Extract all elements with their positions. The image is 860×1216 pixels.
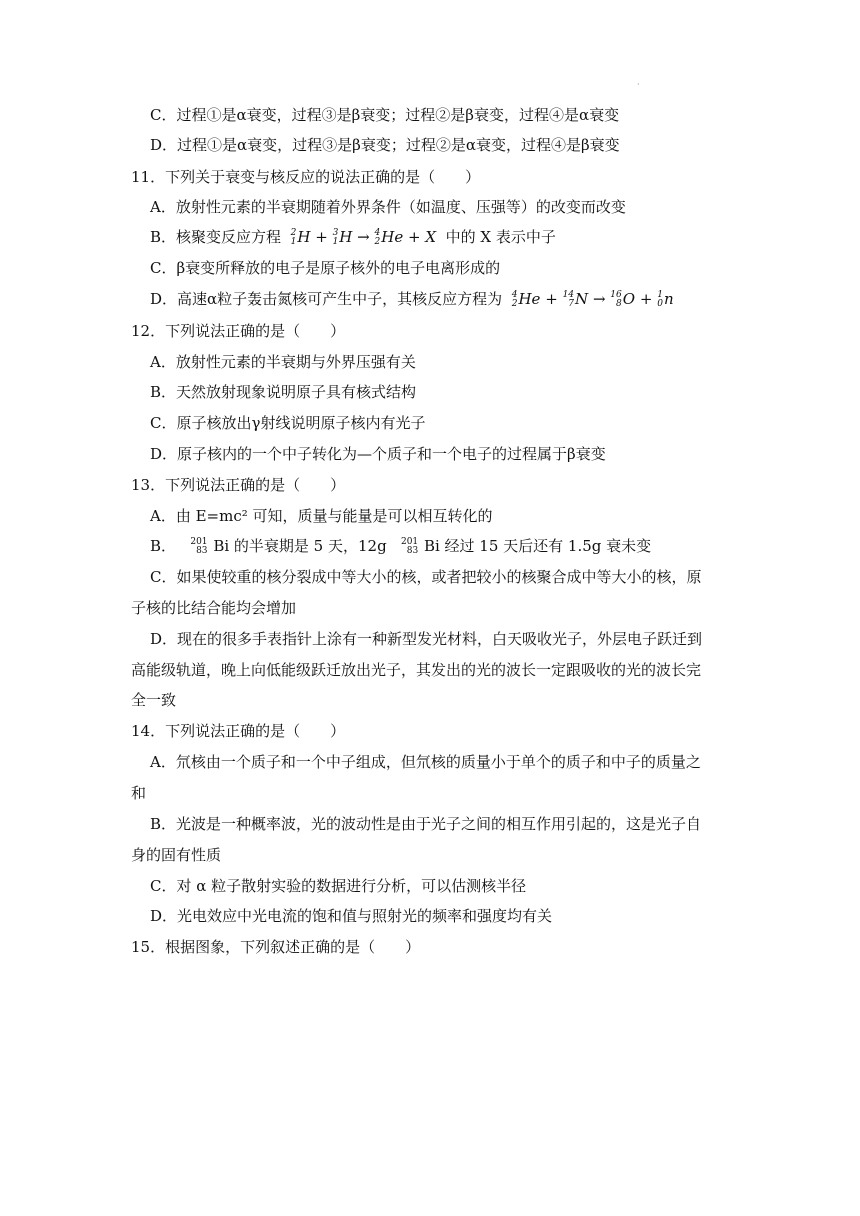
nuclide-he4: 4 2: [374, 228, 381, 247]
q13-option-a: A．由 E=mc² 可知，质量与能量是可以相互转化的: [150, 507, 493, 525]
q13-option-c-line2: 子核的比结合能均会增加: [131, 599, 297, 617]
q14-option-b-line2: 身的固有性质: [131, 846, 222, 864]
q13-option-b-text-1: Bi 的半衰期是 5 天，12g: [213, 537, 387, 555]
q11-stem: 11．下列关于衰变与核反应的说法正确的是（ ）: [131, 168, 481, 186]
q11-option-c: C．β衰变所释放的电子是原子核外的电子电离形成的: [150, 259, 501, 277]
q13-option-d-line3: 全一致: [131, 691, 177, 709]
q14-option-c: C．对 α 粒子散射实验的数据进行分析，可以估测核半径: [150, 877, 527, 895]
nuclide-he4: 4 2: [511, 290, 518, 309]
nuclide-h3: 3 1: [332, 228, 339, 247]
q13-option-b-label: B．: [150, 537, 177, 555]
q14-stem: 14．下列说法正确的是（ ）: [131, 722, 346, 740]
q14-option-b-line1: B．光波是一种概率波，光的波动性是由于光子之间的相互作用引起的，这是光子自: [150, 815, 702, 833]
q14-option-a-line1: A．氘核由一个质子和一个中子组成，但氘核的质量小于单个的质子和中子的质量之: [150, 753, 701, 771]
q13-option-d-line2: 高能级轨道，晚上向低能级跃迁放出光子，其发出的光的波长一定跟吸收的光的波长完: [131, 661, 702, 679]
q13-stem: 13．下列说法正确的是（ ）: [131, 476, 346, 494]
q11-option-a: A．放射性元素的半衰期随着外界条件（如温度、压强等）的改变而改变: [150, 198, 626, 216]
q13-option-b: [150, 536, 651, 556]
q11-option-b-suffix: 中的 X 表示中子: [445, 228, 556, 246]
nuclide-h2: 2 1: [290, 228, 297, 247]
q13-option-b-text-2: Bi 经过 15 天后还有 1.5g 衰未变: [423, 537, 652, 555]
q15-stem: 15．根据图象，下列叙述正确的是（ ）: [131, 938, 421, 956]
q13-option-c-line1: C．如果使较重的核分裂成中等大小的核，或者把较小的核聚合成中等大小的核，原: [150, 568, 702, 586]
q11-option-b: [150, 227, 556, 247]
q12-option-c: C．原子核放出γ射线说明原子核内有光子: [150, 414, 426, 432]
q12-option-d: D．原子核内的一个中子转化为—个质子和一个电子的过程属于β衰变: [150, 445, 606, 463]
q10-option-d: D．过程①是α衰变，过程③是β衰变；过程②是α衰变，过程④是β衰变: [150, 136, 620, 154]
nuclide-o16: 16 8: [610, 290, 622, 309]
nitrogen-equation: 4 2 He + 14 7 N → 16 8 O + 1 0 n: [511, 290, 674, 309]
q12-option-b: B．天然放射现象说明原子具有核式结构: [150, 383, 417, 401]
q11-option-d-prefix: D．高速α粒子轰击氮核可产生中子，其核反应方程为: [150, 290, 503, 308]
bismuth-nuclide: 201 83: [400, 537, 419, 556]
q12-option-a: A．放射性元素的半衰期与外界压强有关: [150, 353, 416, 371]
q12-stem: 12．下列说法正确的是（ ）: [131, 322, 346, 340]
nuclide-neutron: 1 0: [657, 290, 663, 309]
bismuth-nuclide: 201 83: [190, 537, 208, 556]
q14-option-a-line2: 和: [131, 784, 147, 802]
page-marker: ·: [637, 80, 640, 89]
q10-option-c: C．过程①是α衰变，过程③是β衰变；过程②是β衰变，过程④是α衰变: [150, 106, 620, 124]
fusion-equation: 2 1 H + 3 1 H → 4 2 He + X: [290, 228, 437, 247]
nuclide-n14: 14 7: [562, 290, 575, 309]
q11-option-b-prefix: B．核聚变反应方程: [150, 228, 282, 246]
q11-option-d: [150, 289, 674, 309]
q14-option-d: D．光电效应中光电流的饱和值与照射光的频率和强度均有关: [150, 907, 553, 925]
q13-option-d-line1: D．现在的很多手表指针上涂有一种新型发光材料，白天吸收光子，外层电子跃迁到: [150, 630, 703, 648]
